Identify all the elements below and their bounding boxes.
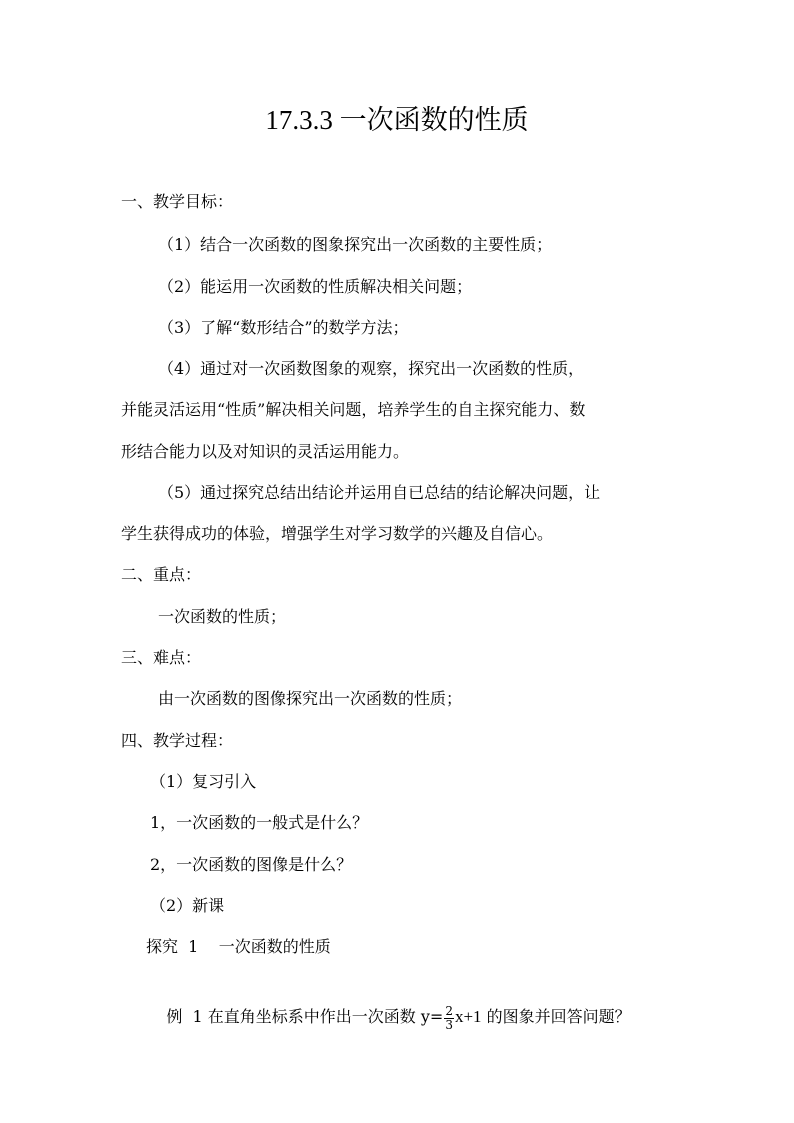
objective-4-line-3: 形结合能力以及对知识的灵活运用能力。 xyxy=(121,442,410,461)
objective-2: （2）能运用一次函数的性质解决相关问题； xyxy=(158,277,473,296)
key-points-heading: 二、重点： xyxy=(121,565,202,584)
objective-4-line-1: （4）通过对一次函数图象的观察，探究出一次函数的性质， xyxy=(158,359,585,378)
objectives-heading: 一、教学目标： xyxy=(121,192,234,211)
explore-heading: 探究 1 一次函数的性质 xyxy=(146,937,331,956)
objective-1: （1）结合一次函数的图象探究出一次函数的主要性质； xyxy=(158,235,553,254)
review-heading: （1）复习引入 xyxy=(150,772,257,791)
fraction-denominator: 3 xyxy=(445,1018,453,1032)
difficulty-heading: 三、难点： xyxy=(121,648,202,667)
fraction-numerator: 2 xyxy=(445,1004,453,1018)
objective-3: （3）了解“数形结合”的数学方法； xyxy=(158,318,409,337)
fraction-two-thirds xyxy=(444,1005,454,1032)
objective-5-line-1: （5）通过探究总结出结论并运用自已总结的结论解决问题，让 xyxy=(158,483,601,502)
example-expression: x+1 xyxy=(454,1007,482,1026)
example-prefix: 例 1 在直角坐标系中作出一次函数 y= xyxy=(166,1007,444,1026)
review-question-2: 2，一次函数的图像是什么？ xyxy=(150,855,353,874)
example-1 xyxy=(146,975,631,1059)
document-title: 17.3.3 一次函数的性质 xyxy=(265,105,529,135)
process-heading: 四、教学过程： xyxy=(121,731,234,750)
review-question-1: 1，一次函数的一般式是什么？ xyxy=(150,813,369,832)
new-lesson-heading: （2）新课 xyxy=(150,896,225,915)
example-suffix: 的图象并回答问题？ xyxy=(481,1007,631,1026)
objective-5-line-2: 学生获得成功的体验，增强学生对学习数学的兴趣及自信心。 xyxy=(121,524,554,543)
key-points-text: 一次函数的性质； xyxy=(158,607,287,626)
objective-4-line-2: 并能灵活运用“性质”解决相关问题，培养学生的自主探究能力、数 xyxy=(121,400,586,419)
difficulty-text: 由一次函数的图像探究出一次函数的性质； xyxy=(158,689,463,708)
